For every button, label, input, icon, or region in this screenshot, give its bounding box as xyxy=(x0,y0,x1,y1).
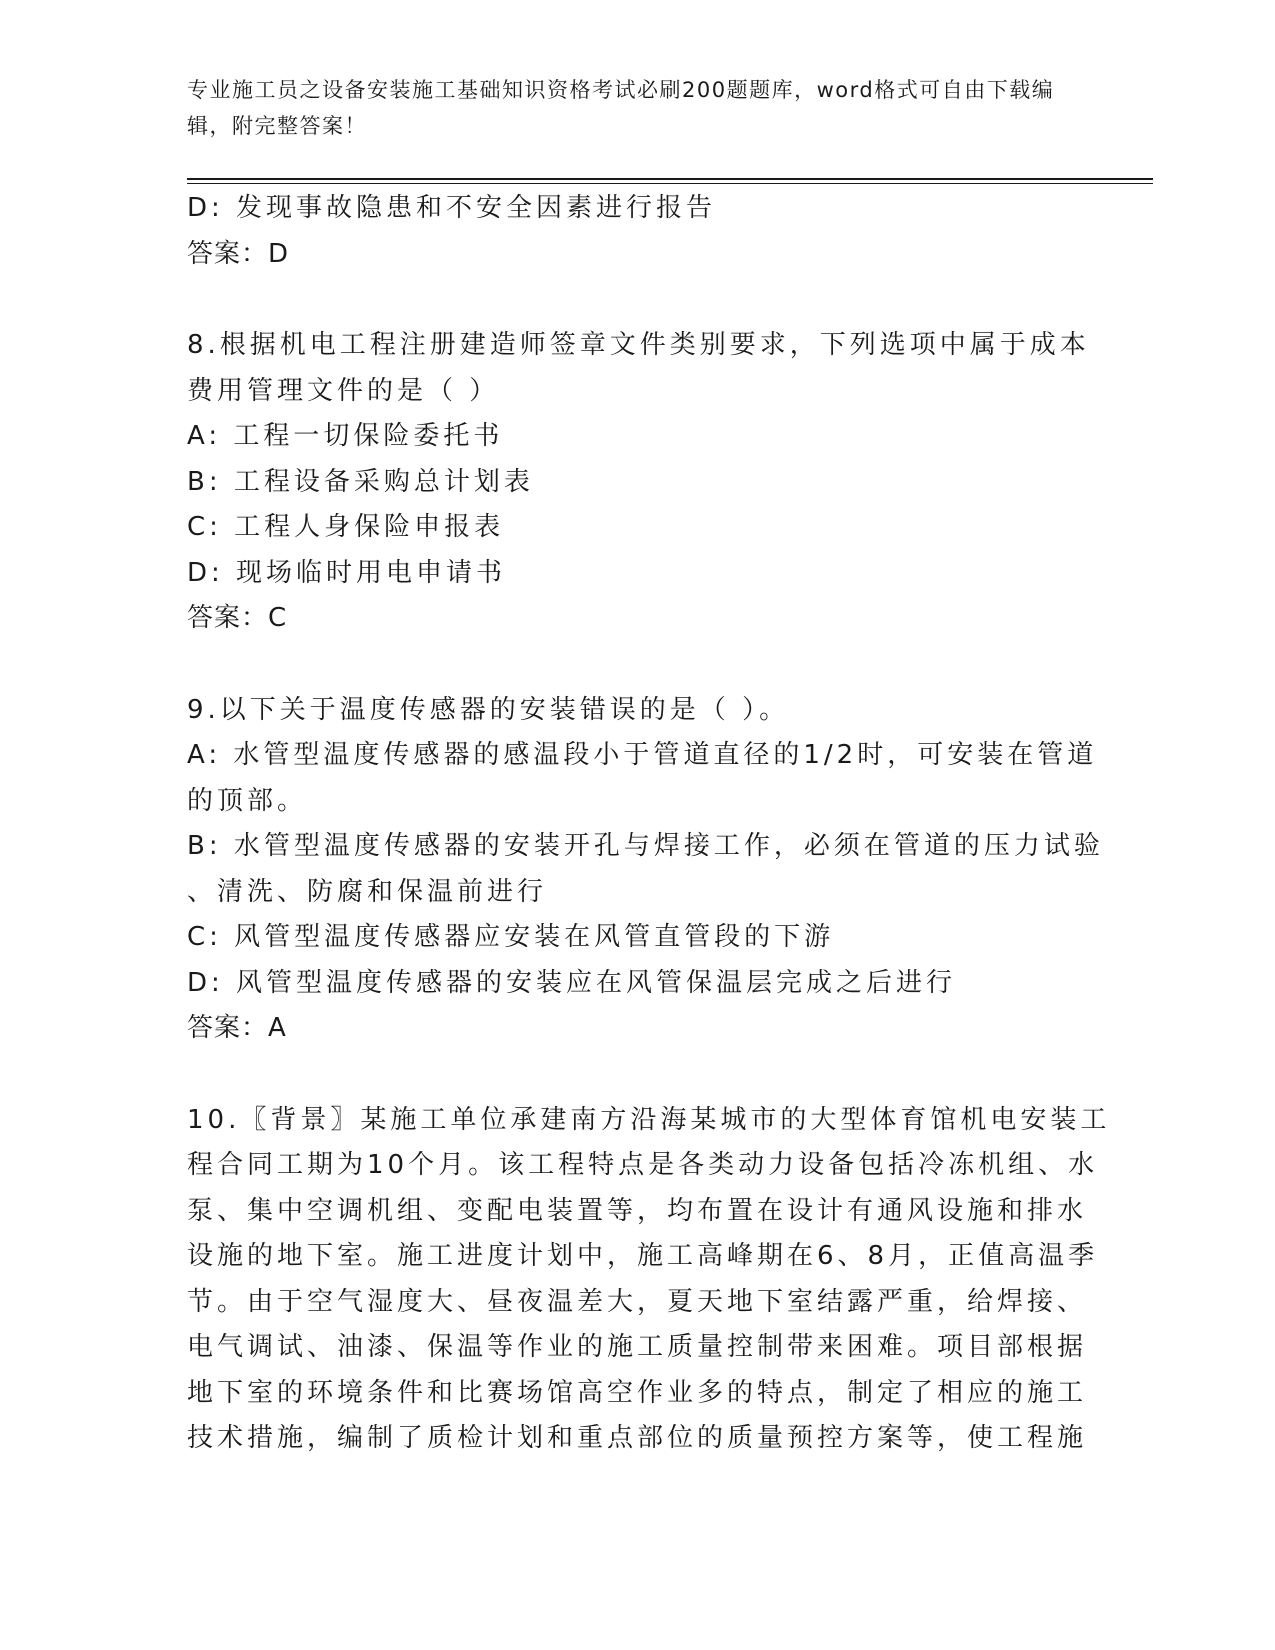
q10-line: 地下室的环境条件和比赛场馆高空作业多的特点，制定了相应的施工 xyxy=(187,1377,1088,1408)
q10-line: 节。由于空气湿度大、昼夜温差大，夏天地下室结露严重，给焊接、 xyxy=(187,1286,1088,1317)
header-rule-thick xyxy=(187,178,1153,180)
q9-option-a-line1: A: 水管型温度传感器的感温段小于管道直径的1/2时，可安装在管道 xyxy=(187,740,1098,770)
spacer xyxy=(187,277,1087,323)
q9-stem: 9.以下关于温度传感器的安装错误的是（ ）。 xyxy=(187,694,790,725)
q8-option-a: A: 工程一切保险委托书 xyxy=(187,421,504,451)
q9-answer: 答案：A xyxy=(187,1013,287,1043)
q7-answer: 答案：D xyxy=(187,238,290,269)
spacer xyxy=(187,642,1087,688)
q10-line: 设施的地下室。施工进度计划中，施工高峰期在6、8月，正值高温季 xyxy=(187,1241,1099,1271)
q8-option-c: C: 工程人身保险申报表 xyxy=(187,512,505,542)
q9-option-b-line1: B: 水管型温度传感器的安装开孔与焊接工作，必须在管道的压力试验 xyxy=(187,831,1104,861)
q9-option-b-line2: 、清洗、防腐和保温前进行 xyxy=(187,876,548,907)
q7-option-d: D: 发现事故隐患和不安全因素进行报告 xyxy=(187,193,717,223)
q8-answer: 答案：C xyxy=(187,603,288,633)
q10-line: 程合同工期为10个月。该工程特点是各类动力设备包括冷冻机组、水 xyxy=(187,1150,1099,1180)
header-rule-thin xyxy=(187,183,1153,184)
q8-stem-line1: 8.根据机电工程注册建造师签章文件类别要求，下列选项中属于成本 xyxy=(187,330,1090,360)
document-header: 专业施工员之设备安装施工基础知识资格考试必刷200题题库，word格式可自由下载编辑，附完整答案！ xyxy=(187,78,1055,138)
question-content xyxy=(187,186,1111,1462)
spacer xyxy=(187,1052,1087,1098)
q9-option-d: D: 风管型温度传感器的安装应在风管保温层完成之后进行 xyxy=(187,967,957,998)
q10-line: 技术措施，编制了质检计划和重点部位的质量预控方案等，使工程施 xyxy=(187,1423,1088,1453)
q10-line: 电气调试、油漆、保温等作业的施工质量控制带来困难。项目部根据 xyxy=(187,1332,1088,1362)
q10-line: 10.〖背景〗某施工单位承建南方沿海某城市的大型体育馆机电安装工 xyxy=(187,1104,1111,1135)
q8-stem-line2: 费用管理文件的是（ ） xyxy=(187,375,500,406)
q10-line: 泵、集中空调机组、变配电装置等，均布置在设计有通风设施和排水 xyxy=(187,1195,1088,1226)
q8-option-b: B: 工程设备采购总计划表 xyxy=(187,466,534,497)
q9-option-a-line2: 的顶部。 xyxy=(187,785,308,816)
q9-option-c: C: 风管型温度传感器应安装在风管直管段的下游 xyxy=(187,922,835,952)
q8-option-d: D: 现场临时用电申请书 xyxy=(187,557,507,588)
